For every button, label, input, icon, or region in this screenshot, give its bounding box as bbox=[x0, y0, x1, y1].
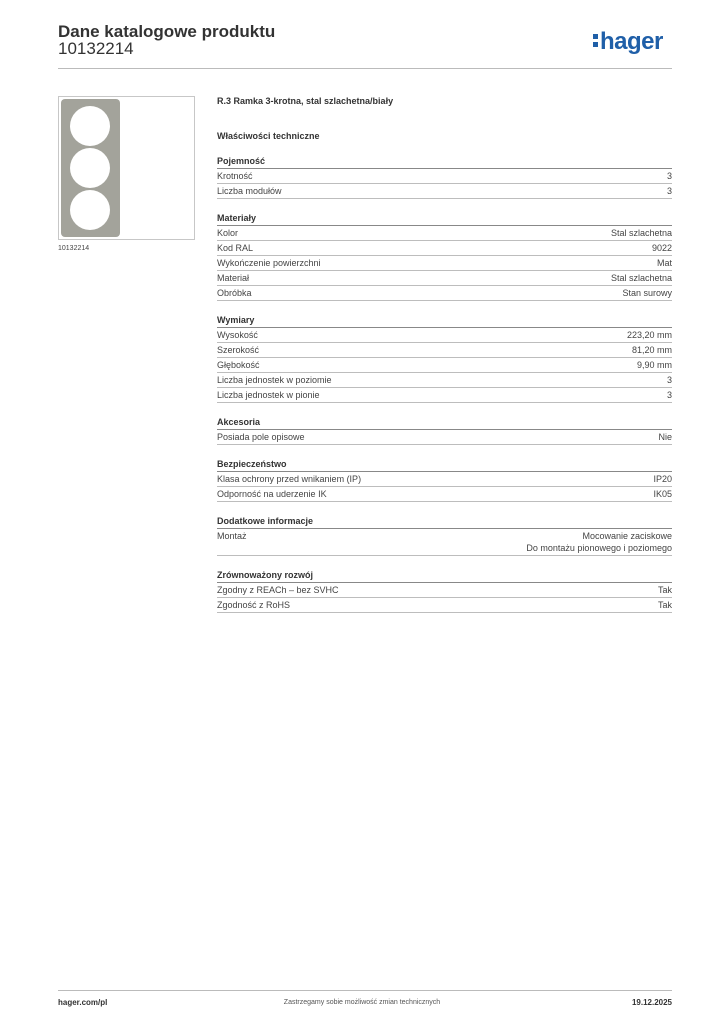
spec-value bbox=[627, 329, 672, 341]
product-title: R.3 Ramka 3-krotna, stal szlachetna/biały bbox=[217, 96, 394, 106]
logo-text: hager bbox=[600, 28, 663, 55]
spec-label: Głębokość bbox=[217, 360, 260, 370]
spec-group-title: Zrównoważony rozwój bbox=[217, 569, 672, 583]
spec-value-line: Do montażu pionowego i poziomego bbox=[526, 543, 672, 553]
spec-group bbox=[217, 155, 672, 199]
spec-value bbox=[658, 599, 672, 611]
image-caption: 10132214 bbox=[58, 245, 90, 252]
spec-group bbox=[217, 569, 672, 613]
spec-group bbox=[217, 212, 672, 301]
spec-row bbox=[217, 358, 672, 373]
spec-value-line: Tak bbox=[657, 600, 672, 610]
footer-website[interactable]: hager.com/pl bbox=[58, 998, 108, 1007]
spec-label: Materiał bbox=[217, 273, 250, 283]
spec-row bbox=[217, 271, 672, 286]
product-image bbox=[58, 96, 195, 240]
spec-row bbox=[217, 373, 672, 388]
spec-value bbox=[667, 389, 672, 401]
spec-value bbox=[658, 431, 672, 443]
spec-label: Zgodny z REACh – bez SVHC bbox=[217, 585, 339, 595]
spec-value bbox=[657, 257, 672, 269]
spec-label: Kod RAL bbox=[217, 243, 254, 253]
spec-value-line: Mocowanie zaciskowe bbox=[582, 531, 672, 541]
spec-label: Liczba modułów bbox=[217, 186, 282, 196]
spec-value bbox=[611, 227, 672, 239]
spec-label: Obróbka bbox=[217, 288, 252, 298]
spec-row bbox=[217, 241, 672, 256]
header-title: Dane katalogowe produktu bbox=[58, 22, 276, 41]
spec-value-line: Stan surowy bbox=[622, 288, 672, 298]
spec-label: Zgodność z RoHS bbox=[217, 600, 291, 610]
frame-picture bbox=[61, 99, 120, 237]
spec-label: Kolor bbox=[217, 228, 239, 238]
spec-row bbox=[217, 529, 672, 556]
spec-value-line: Stal szlachetna bbox=[610, 273, 672, 283]
spec-value bbox=[667, 170, 672, 182]
spec-value bbox=[622, 287, 672, 299]
spec-value-line: 223,20 mm bbox=[626, 330, 672, 340]
footer-date: 19.12.2025 bbox=[631, 998, 672, 1007]
spec-value bbox=[667, 185, 672, 197]
spec-row bbox=[217, 256, 672, 271]
footer-divider bbox=[58, 990, 672, 991]
spec-label: Krotność bbox=[217, 171, 253, 181]
spec-value bbox=[611, 272, 672, 284]
spec-group bbox=[217, 458, 672, 502]
hager-logo bbox=[593, 28, 663, 56]
spec-value-line: Mat bbox=[656, 258, 672, 268]
spec-value-line: 3 bbox=[666, 375, 672, 385]
spec-group bbox=[217, 314, 672, 403]
spec-value-line: 3 bbox=[666, 171, 672, 181]
header-divider bbox=[58, 68, 672, 69]
logo-dots-icon bbox=[593, 28, 598, 47]
spec-group-title: Pojemność bbox=[217, 155, 672, 169]
spec-group bbox=[217, 515, 672, 556]
spec-value-line: IK05 bbox=[653, 489, 672, 499]
spec-value bbox=[652, 242, 672, 254]
spec-group-title: Wymiary bbox=[217, 314, 672, 328]
spec-row bbox=[217, 184, 672, 199]
frame-opening-3 bbox=[70, 190, 110, 230]
spec-label: Wysokość bbox=[217, 330, 258, 340]
spec-content bbox=[217, 96, 672, 613]
spec-group-title: Akcesoria bbox=[217, 416, 672, 430]
spec-value bbox=[526, 530, 672, 554]
spec-label: Szerokość bbox=[217, 345, 260, 355]
spec-value bbox=[632, 344, 672, 356]
spec-value-line: IP20 bbox=[653, 474, 672, 484]
spec-value bbox=[637, 359, 672, 371]
spec-value-line: 9,90 mm bbox=[636, 360, 672, 370]
spec-row bbox=[217, 487, 672, 502]
spec-group-title: Bezpieczeństwo bbox=[217, 458, 672, 472]
spec-value-line: 9022 bbox=[651, 243, 672, 253]
spec-label: Liczba jednostek w poziomie bbox=[217, 375, 332, 385]
frame-opening-2 bbox=[70, 148, 110, 188]
spec-row bbox=[217, 598, 672, 613]
spec-row bbox=[217, 388, 672, 403]
spec-value-line: 81,20 mm bbox=[631, 345, 672, 355]
spec-label: Klasa ochrony przed wnikaniem (IP) bbox=[217, 474, 362, 484]
spec-value-line: 3 bbox=[666, 186, 672, 196]
footer-disclaimer: Zastrzegamy sobie możliwość zmian technicznych bbox=[283, 999, 441, 1006]
spec-group-title: Dodatkowe informacje bbox=[217, 515, 672, 529]
spec-row bbox=[217, 226, 672, 241]
spec-row bbox=[217, 169, 672, 184]
spec-value-line: Tak bbox=[657, 585, 672, 595]
spec-row bbox=[217, 472, 672, 487]
spec-value-line: 3 bbox=[666, 390, 672, 400]
spec-row bbox=[217, 286, 672, 301]
spec-row bbox=[217, 583, 672, 598]
spec-value-line: Stal szlachetna bbox=[610, 228, 672, 238]
spec-value bbox=[667, 374, 672, 386]
spec-row bbox=[217, 430, 672, 445]
spec-value bbox=[658, 584, 672, 596]
spec-value bbox=[653, 488, 672, 500]
spec-value-line: Nie bbox=[658, 432, 672, 442]
section-heading: Właściwości techniczne bbox=[217, 131, 320, 141]
frame-opening-1 bbox=[70, 106, 110, 146]
spec-label: Liczba jednostek w pionie bbox=[217, 390, 320, 400]
spec-group bbox=[217, 416, 672, 445]
spec-label: Montaż bbox=[217, 531, 247, 541]
spec-group-title: Materiały bbox=[217, 212, 672, 226]
spec-label: Wykończenie powierzchni bbox=[217, 258, 321, 268]
spec-row bbox=[217, 343, 672, 358]
spec-value bbox=[653, 473, 672, 485]
spec-label: Posiada pole opisowe bbox=[217, 432, 305, 442]
product-number: 10132214 bbox=[58, 39, 134, 58]
spec-label: Odporność na uderzenie IK bbox=[217, 489, 327, 499]
spec-row bbox=[217, 328, 672, 343]
spec-groups bbox=[217, 155, 672, 613]
